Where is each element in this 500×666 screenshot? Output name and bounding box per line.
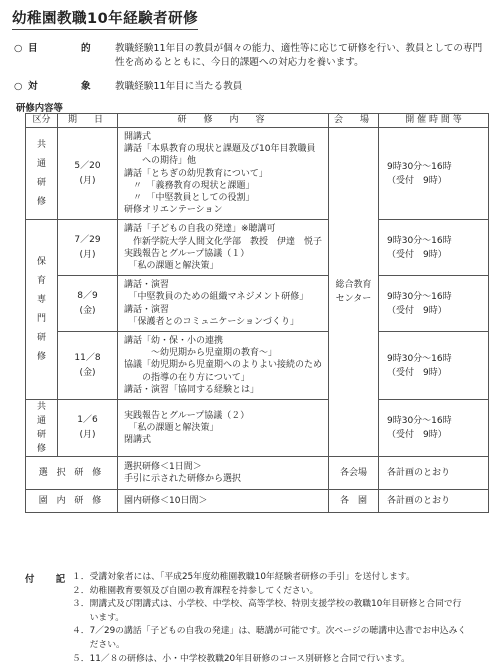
kubun-char: 研 <box>36 332 46 343</box>
note-item: １．受講対象者には、「平成25年度幼稚園教職10年経験者研修の手引」を送付します。 <box>72 572 415 582</box>
time-line: （受付 9時） <box>387 367 447 378</box>
content-line: 実践報告とグループ協議（２） <box>124 410 250 421</box>
table-row <box>26 400 489 457</box>
content-line: ～幼児期から児童期の教育～」 <box>124 348 278 359</box>
note-item: います。 <box>72 612 125 623</box>
content-line: 「私の課題と解決策」 <box>124 422 219 433</box>
table-caption: 研修内容等 <box>16 103 63 114</box>
elective-content <box>118 457 329 490</box>
content-cell <box>118 400 329 457</box>
kubun-char: 保 <box>36 256 46 267</box>
content-line: 講話「本県教育の現状と課題及び10年目教職員 <box>124 144 316 155</box>
time-cell <box>379 220 489 276</box>
target-label-char: 象 <box>80 81 91 92</box>
content-line: への期待」他 <box>124 156 197 167</box>
note-item: ５．11／８の研修は、小・中学校教職20年目研修のコース別研修と合同で行います。 <box>72 653 410 664</box>
elective-row <box>26 457 489 490</box>
kubun-char: 修 <box>36 351 46 362</box>
time-line: 9時30分～16時 <box>387 161 452 172</box>
date-day: 1／6 <box>77 415 98 426</box>
venue-line: センター <box>335 294 372 305</box>
purpose-bullet: ○ <box>14 43 23 54</box>
content-line: 講話「子どもの自我の発達」※聴講可 <box>124 224 276 235</box>
note-item: ださい。 <box>72 639 125 650</box>
date-day: 8／9 <box>77 290 98 301</box>
header-kubun: 区分 <box>26 114 58 128</box>
content-line: 開講式 <box>124 132 152 142</box>
target-label-char: 対 <box>28 81 38 92</box>
content-line: 選択研修＜1日間＞ <box>124 461 202 472</box>
date-cell <box>58 220 118 276</box>
content-line: の指導の在り方について」 <box>124 372 250 383</box>
content-line: 講話・演習 <box>124 304 170 315</box>
content-line: 「保護者とのコミュニケーションづくり」 <box>124 316 299 327</box>
date-cell <box>58 276 118 332</box>
content-line: 講話・演習 <box>124 280 170 291</box>
time-line: 9時30分～16時 <box>387 353 452 364</box>
table-row <box>26 220 489 276</box>
date-day: 7／29 <box>74 234 101 245</box>
time-line: （受付 9時） <box>387 175 447 186</box>
time-line: 9時30分～16時 <box>387 291 452 302</box>
content-line: 協議「幼児期から児童期へのよりよい接続のため <box>124 360 323 371</box>
internal-time: 各計画のとおり <box>379 490 489 513</box>
purpose-line: 教職経験11年目の教員が個々の能力、適性等に応じて研修を行い、教員としての専門 <box>115 43 483 54</box>
note-item: ４．7／29の講話「子どもの自我の発達」は、聴講が可能です。次ページの聴講申込書でお申込みく <box>72 626 467 637</box>
time-cell <box>379 128 489 220</box>
date-weekday: (月) <box>79 430 96 441</box>
purpose-label-char: 的 <box>80 43 91 54</box>
time-line: （受付 9時） <box>387 430 447 441</box>
content-line: 作新学院大学人間文化学部 教授 伊達 悦子 <box>124 236 323 247</box>
content-cell <box>118 220 329 276</box>
content-line: 閉講式 <box>124 435 152 446</box>
internal-row <box>26 490 489 513</box>
kubun-common-2 <box>26 400 58 457</box>
page-title: 幼稚園教職10年経験者研修 <box>12 7 198 30</box>
internal-venue: 各 園 <box>329 490 379 513</box>
header-date: 期 日 <box>58 114 118 128</box>
time-cell <box>379 400 489 457</box>
kubun-char: 修 <box>36 196 46 207</box>
time-line: （受付 9時） <box>387 305 447 316</box>
kubun-char: 通 <box>36 416 46 427</box>
note-item: ３．開講式及び閉講式は、小学校、中学校、高等学校、特別支援学校の教職10年目研修と合同で行 <box>72 599 462 610</box>
purpose-line: 性を高めるとともに、今日的課題への対応力を養います。 <box>115 57 364 68</box>
content-cell <box>118 332 329 400</box>
kubun-char: 専 <box>36 294 46 305</box>
content-line: 講話「幼・保・小の連携 <box>124 336 224 347</box>
content-line: 「中堅教員のための組織マネジメント研修」 <box>124 292 309 303</box>
internal-label: 園 内 研 修 <box>26 490 118 513</box>
target-text: 教職経験11年目に当たる教員 <box>115 81 243 92</box>
table-header-row <box>26 114 489 128</box>
purpose-label <box>28 42 108 56</box>
kubun-char: 共 <box>36 402 46 413</box>
venue-line: 総合教育 <box>335 280 372 291</box>
date-cell <box>58 332 118 400</box>
header-venue: 会 場 <box>329 114 379 128</box>
kubun-char: 通 <box>36 158 46 169</box>
kubun-char: 研 <box>36 177 46 188</box>
target-bullet: ○ <box>14 81 23 92</box>
content-cell <box>118 128 329 220</box>
elective-venue: 各会場 <box>329 457 379 490</box>
kubun-char: 研 <box>36 430 46 441</box>
venue-cell <box>329 128 379 457</box>
date-day: 11／8 <box>74 352 101 363</box>
internal-content: 園内研修＜10日間＞ <box>118 490 329 513</box>
time-line: 9時30分～16時 <box>387 416 452 427</box>
time-cell <box>379 276 489 332</box>
kubun-char: 門 <box>36 313 46 324</box>
header-time: 開 催 時 間 等 <box>379 114 489 128</box>
kubun-char: 育 <box>36 275 46 286</box>
notes-list <box>72 571 466 666</box>
date-weekday: (金) <box>79 367 96 378</box>
content-line: 研修オリエンテーション <box>124 205 223 216</box>
date-cell <box>58 400 118 457</box>
purpose-text <box>115 42 495 70</box>
content-line: 手引に示された研修から選択 <box>124 474 242 485</box>
elective-label: 選 択 研 修 <box>26 457 118 490</box>
content-line: 講話・演習「協同する経験とは」 <box>124 384 260 395</box>
content-line: 「私の課題と解決策」 <box>124 261 219 272</box>
content-line: 実践報告とグループ協議（１） <box>124 248 250 259</box>
note-item: ２．幼稚園教育要領及び自園の教育課程を持参してください。 <box>72 585 319 596</box>
time-line: 9時30分～16時 <box>387 235 452 246</box>
elective-time: 各計画のとおり <box>379 457 489 490</box>
content-line: 〃 「義務教育の現状と課題」 <box>124 180 255 191</box>
date-cell <box>58 128 118 220</box>
table-row <box>26 128 489 220</box>
kubun-common-1 <box>26 128 58 220</box>
date-weekday: (月) <box>79 175 96 186</box>
date-day: 5／20 <box>74 160 101 171</box>
time-cell <box>379 332 489 400</box>
content-line: 〃 「中堅教員としての役割」 <box>124 193 255 204</box>
kubun-char: 修 <box>36 444 46 455</box>
kubun-specialized <box>26 220 58 400</box>
content-cell <box>118 276 329 332</box>
header-content: 研 修 内 容 <box>118 114 329 128</box>
schedule-table <box>25 113 489 513</box>
date-weekday: (月) <box>79 249 96 260</box>
kubun-char: 共 <box>36 139 46 150</box>
content-line: 講話「とちぎの幼児教育について」 <box>124 168 268 179</box>
time-line: （受付 9時） <box>387 249 447 260</box>
notes-label: 付 記 <box>25 574 72 585</box>
date-weekday: (金) <box>79 305 96 316</box>
table-row <box>26 276 489 332</box>
table-row <box>26 332 489 400</box>
target-label <box>28 80 108 94</box>
purpose-label-char: 目 <box>28 43 38 54</box>
